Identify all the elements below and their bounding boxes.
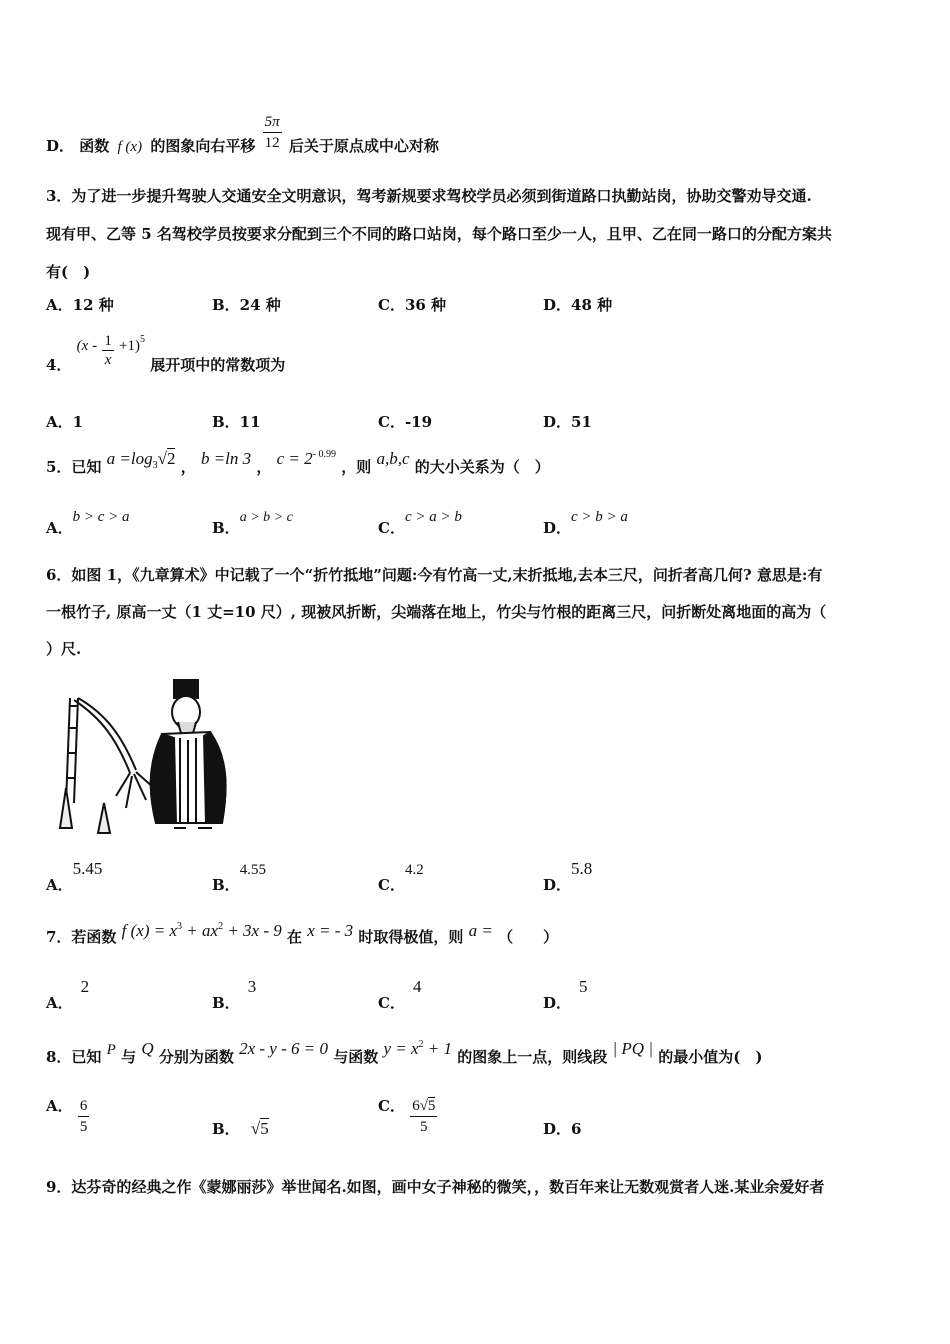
q5-c-label: C． — [378, 519, 405, 537]
q8-text-3: 与函数 — [333, 1048, 379, 1066]
q5-b: b =ln 3 — [200, 449, 252, 468]
q3-stem-line-2: 现有甲、乙等 5 名驾校学员按要求分配到三个不同的路口站岗，每个路口至少一人，且甲、乙在同一路口的分配方案共 — [46, 225, 832, 243]
q8-line: 2x - y - 6 = 0 — [239, 1039, 328, 1058]
q5-d-label: D． — [543, 519, 572, 537]
q3-option-a: A．12 种 — [46, 296, 114, 314]
q2-d-text-1: 函数 — [79, 136, 110, 155]
q8-b-radicand: 5 — [260, 1119, 269, 1138]
q4-fraction — [102, 332, 114, 369]
q8-option-a — [46, 1096, 89, 1137]
q8-option-c — [378, 1096, 437, 1137]
q2-d-fraction — [263, 112, 282, 153]
q2-d-fx: f (x) — [117, 138, 143, 155]
bamboo-stalk — [66, 698, 70, 803]
q6-a-value: 5.45 — [72, 859, 103, 878]
q7-f3: + 3x - 9 — [223, 921, 282, 940]
q8-text-1: 与 — [121, 1048, 137, 1066]
q8-b-sqrt: √5 — [250, 1119, 269, 1138]
q4-option-a: A．1 — [46, 413, 84, 431]
q8-b-label: B． — [212, 1120, 240, 1138]
q5-a-sub: 3 — [152, 460, 158, 471]
q5-text: 的大小关系为（ ） — [414, 458, 550, 476]
q6-option-d — [543, 858, 592, 892]
q8-text-2: 分别为函数 — [158, 1048, 234, 1066]
q7-option-c — [378, 976, 421, 1010]
q2-d-frac-den: 12 — [264, 135, 280, 151]
q4-stem — [46, 332, 285, 380]
q4-exponent: 5 — [140, 334, 146, 345]
q7-b-value: 3 — [247, 977, 257, 996]
q5-c-exp: - 0.99 — [312, 449, 337, 460]
q6-option-b — [212, 858, 266, 892]
q6-d-label: D． — [543, 876, 572, 894]
q7-a-label: A． — [46, 994, 73, 1012]
bamboo-broken-top — [74, 700, 130, 773]
q3-option-c: C．36 种 — [378, 296, 447, 314]
q5-abc: a,b,c — [376, 449, 410, 468]
q6-option-a — [46, 858, 102, 892]
q6-a-label: A． — [46, 876, 73, 894]
q4-option-d: D．51 — [543, 413, 592, 431]
q8-stem — [46, 1038, 762, 1068]
q8-option-b — [212, 1118, 269, 1139]
q8-a-label: A． — [46, 1096, 73, 1115]
q6-option-c — [378, 858, 424, 892]
q5-number: 5．已知 — [46, 458, 102, 476]
q8-para-exp: 2 — [418, 1039, 424, 1050]
q8-text-5: 的最小值为( ) — [658, 1048, 763, 1066]
q7-x: x = - 3 — [307, 921, 354, 940]
q4-option-b: B．11 — [212, 413, 261, 431]
q7-d-value: 5 — [579, 977, 588, 996]
q7-text-2: 时取得极值，则 — [358, 928, 464, 946]
q7-f2: + ax — [182, 921, 219, 940]
bamboo-scholar-illustration — [46, 678, 236, 838]
q3-option-d: D．48 种 — [543, 296, 613, 314]
q8-c-num-radicand: 5 — [427, 1098, 436, 1114]
q4-expr-right: +1) — [119, 338, 141, 354]
q7-c-label: C． — [378, 994, 405, 1012]
q4-frac-num: 1 — [104, 333, 112, 349]
q6-stem-line-3: ）尺. — [46, 640, 82, 658]
q8-c-fraction — [410, 1096, 437, 1137]
q5-a-label: A． — [46, 519, 73, 537]
q5-option-a — [46, 505, 130, 535]
q5-c: c = 2 — [276, 449, 313, 468]
q6-c-value: 4.2 — [404, 862, 424, 878]
q8-pq: | PQ | — [612, 1039, 654, 1058]
q4-text: 展开项中的常数项为 — [150, 356, 286, 374]
q8-a-num: 6 — [78, 1096, 90, 1117]
q8-c-den: 5 — [420, 1119, 428, 1135]
q8-para-1: y = x — [383, 1039, 419, 1058]
q5-option-d — [543, 505, 628, 535]
q3-option-b: B．24 种 — [212, 296, 281, 314]
q6-d-value: 5.8 — [571, 859, 593, 878]
q4-frac-den: x — [104, 352, 112, 368]
q8-p: P — [106, 1042, 116, 1058]
q8-c-num-coef: 6 — [412, 1098, 420, 1114]
q5-sep-1: ， — [180, 458, 196, 476]
q8-c-num: 6√5 — [410, 1096, 437, 1117]
q5-option-c — [378, 505, 462, 535]
q5-b-label: B． — [212, 519, 240, 537]
q3-stem-line-3: 有( ) — [46, 263, 91, 281]
q7-option-a — [46, 976, 89, 1010]
q4-number: 4． — [46, 356, 72, 374]
q6-stem-line-2: 一根竹子, 原高一丈（1 丈=10 尺）, 现被风折断，尖端落在地上，竹尖与竹根的距离三尺，问折断处离地面的高为（ — [46, 603, 827, 621]
q8-a-fraction — [78, 1096, 90, 1137]
q7-option-b — [212, 976, 256, 1010]
q5-then: ，则 — [341, 458, 372, 476]
q8-number: 8．已知 — [46, 1048, 102, 1066]
q7-stem — [46, 920, 558, 950]
q6-c-label: C． — [378, 876, 405, 894]
q7-text-3: （ ） — [498, 928, 559, 946]
q7-e1: 3 — [177, 921, 183, 932]
q7-c-value: 4 — [412, 977, 422, 996]
q4-expr-left: (x - — [76, 338, 98, 354]
q7-a: a = — [468, 921, 493, 940]
q7-text-1: 在 — [286, 928, 302, 946]
q8-c-label: C． — [378, 1096, 405, 1115]
q6-b-value: 4.55 — [239, 862, 266, 878]
q8-para-2: + 1 — [423, 1039, 453, 1058]
q6-b-label: B． — [212, 876, 240, 894]
q5-a: a =log — [106, 449, 153, 468]
q5-sep-2: ， — [256, 458, 272, 476]
q7-a-value: 2 — [80, 977, 90, 996]
q3-stem-line-1: 3．为了进一步提升驾驶人交通安全文明意识，驾考新规要求驾校学员必须到街道路口执勤站岗，协助交警劝导交通. — [46, 187, 812, 205]
q7-number: 7．若函数 — [46, 928, 117, 946]
q2-d-text-2: 的图象向右平移 — [150, 136, 256, 155]
q5-option-b — [212, 505, 293, 535]
q7-b-label: B． — [212, 994, 240, 1012]
q4-option-c: C．-19 — [378, 413, 433, 431]
q5-stem — [46, 448, 550, 478]
q5-c-value: c > a > b — [404, 509, 462, 525]
q5-a-value: b > c > a — [72, 509, 130, 525]
q5-sqrt: √2 — [157, 449, 176, 468]
q8-option-d: D．6 — [543, 1120, 582, 1138]
q6-stem-line-1: 6．如图 1，《九章算术》中记载了一个“折竹抵地”问题:今有竹高一丈,末折抵地,去本三尺，问折者高几何? 意思是:有 — [46, 566, 823, 584]
q7-f1: f (x) = x — [121, 921, 178, 940]
q2-d-text-3: 后关于原点成中心对称 — [288, 136, 439, 155]
q2-d-label: D． — [46, 136, 75, 155]
q5-a-radicand: 2 — [166, 449, 176, 468]
q9-stem-line-1: 9．达芬奇的经典之作《蒙娜丽莎》举世闻名.如图，画中女子神秘的微笑，，数百年来让无数观赏者人迷.某业余爱好者 — [46, 1178, 825, 1196]
q8-q: Q — [141, 1039, 154, 1058]
q8-a-den: 5 — [79, 1119, 88, 1135]
q2-option-d — [46, 112, 439, 160]
q7-d-label: D． — [543, 994, 572, 1012]
q2-d-frac-num: 5π — [263, 112, 282, 133]
q8-text-4: 的图象上一点，则线段 — [457, 1048, 608, 1066]
q5-b-value: a > b > c — [239, 510, 293, 525]
q7-e2: 2 — [218, 921, 224, 932]
q7-option-d — [543, 976, 588, 1010]
q5-d-value: c > b > a — [571, 509, 628, 525]
